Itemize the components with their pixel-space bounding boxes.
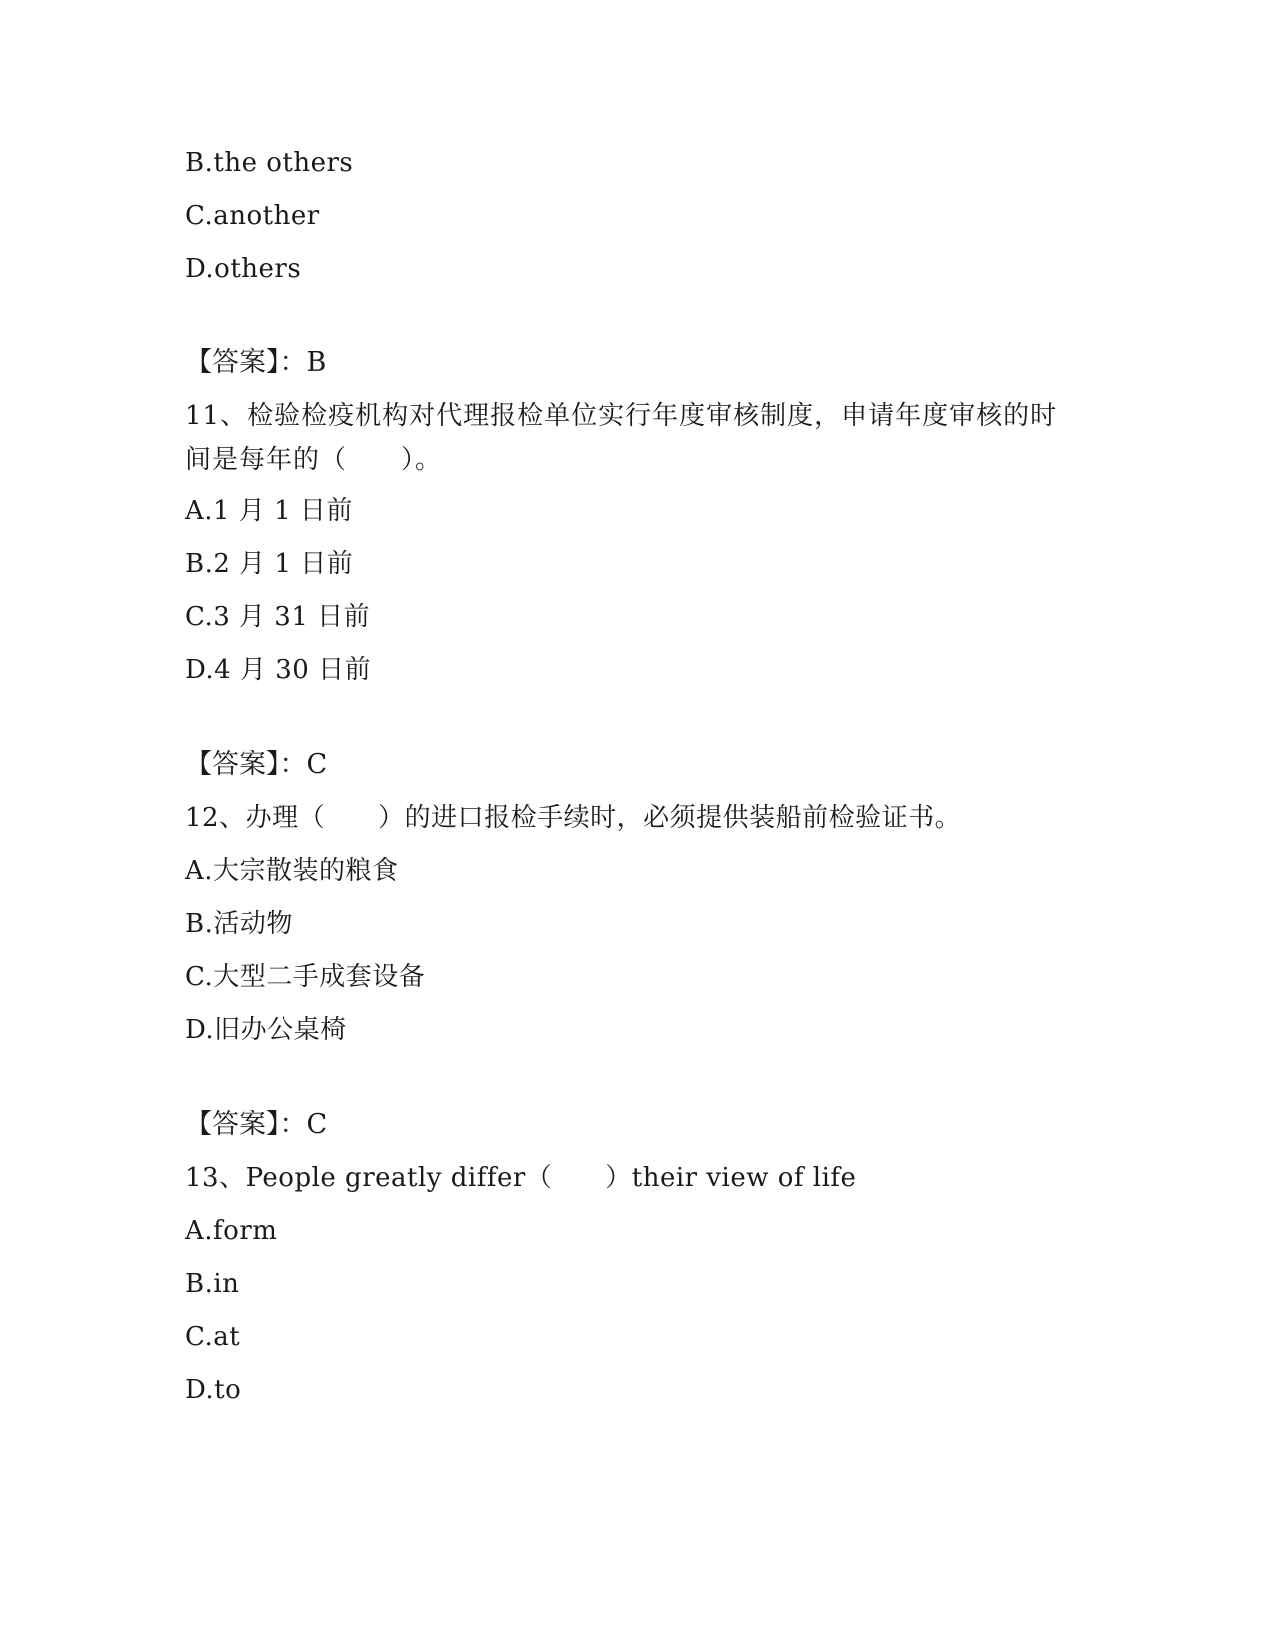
- question-11-stem: 11、检验检疫机构对代理报检单位实行年度审核制度，申请年度审核的时间是每年的（ ）。: [185, 401, 1058, 475]
- q11-option-d: D.4 月 30 日前: [185, 655, 372, 685]
- q11-answer-label: 【答案】：C: [185, 749, 328, 780]
- q11-option-b: B.2 月 1 日前: [185, 549, 354, 579]
- q12-option-d: D.旧办公桌椅: [185, 1015, 347, 1045]
- q12-answer-label: 【答案】：C: [185, 1109, 328, 1140]
- q13-option-c: C.at: [185, 1322, 241, 1352]
- q12-option-c: C.大型二手成套设备: [185, 962, 426, 992]
- q13-option-b: B.in: [185, 1269, 240, 1299]
- q13-option-d: D.to: [185, 1375, 242, 1405]
- q12-option-a: A.大宗散装的粮食: [185, 856, 399, 886]
- q11-option-a: A.1 月 1 日前: [185, 496, 353, 526]
- q12-option-b: B.活动物: [185, 909, 293, 939]
- answer-label: 【答案】：B: [185, 347, 327, 378]
- question-12-stem: 12、办理（ ）的进口报检手续时，必须提供装船前检验证书。: [185, 803, 962, 833]
- q11-option-c: C.3 月 31 日前: [185, 602, 371, 632]
- option-b: B.the others: [185, 148, 354, 178]
- option-d: D.others: [185, 254, 302, 284]
- question-13-stem: 13、People greatly differ（ ）their view of life: [185, 1163, 857, 1193]
- option-c: C.another: [185, 201, 320, 231]
- q13-option-a: A.form: [185, 1216, 278, 1246]
